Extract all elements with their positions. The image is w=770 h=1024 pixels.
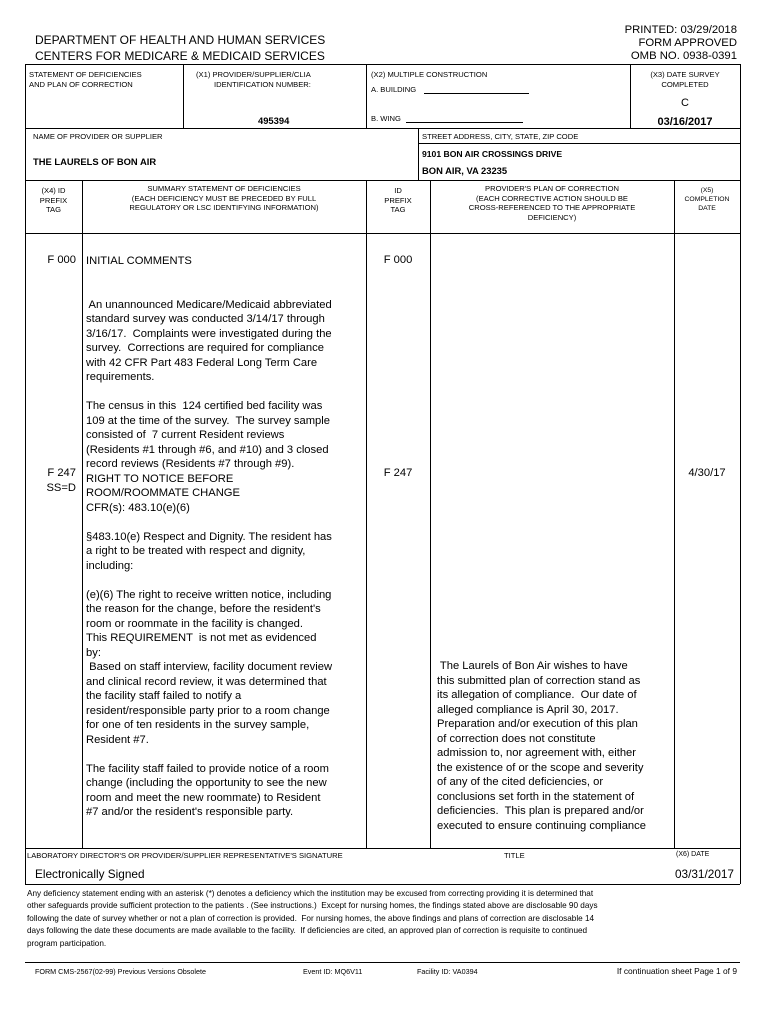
x1-label-1: (X1) PROVIDER/SUPPLIER/CLIA	[196, 70, 311, 79]
page-number: If continuation sheet Page 1 of 9	[616, 966, 737, 976]
rule-col-id	[430, 180, 431, 848]
deficiency-disclaimer: Any deficiency statement ending with an asterisk (*) denotes a deficiency which the institution may be excused from correcting providing it is determined that other safeguards provide sufficient protection to the patients . (See instructions.) Except for nursing homes, the findings stated above are disclosable 90 days following the date of survey whether or not a plan of correction is provided. For nursing homes, the above findings and plans of correction are disclosable 14 days following the date these documents are made available to the facility. If deficiencies are cited, an approved plan of correction is requisite to continued program participation.	[27, 889, 598, 948]
rule-x1-left	[183, 64, 184, 128]
title-label: TITLE	[504, 851, 525, 860]
x1-label-2: IDENTIFICATION NUMBER:	[214, 80, 311, 89]
rule-below-headers	[25, 233, 740, 234]
rule-col-tag	[82, 180, 83, 848]
tag-f247: F 247	[47, 467, 76, 479]
tag-scope-severity: SS=D	[46, 482, 76, 494]
address-label: STREET ADDRESS, CITY, STATE, ZIP CODE	[422, 132, 579, 141]
plan-of-correction-text: The Laurels of Bon Air wishes to have this submitted plan of correction stand as its allegation of compliance. Our date of alleged compliance is April 30, 2017. Preparation and/or execution of this plan of correction does not constitute admission to, nor agreement with, either the existence of or the scope and severity of any of the cited deficiencies, or conclusions set forth in the statement of deficiencies. This plan is prepared and/or executed to ensure continuing compliance	[437, 660, 646, 832]
signature-date: 03/31/2017	[674, 867, 734, 881]
id-header: ID PREFIX TAG	[384, 186, 412, 214]
rule-below-provider	[25, 180, 740, 181]
rule-below-body	[25, 848, 740, 849]
omb-number: OMB NO. 0938-0391	[630, 50, 737, 62]
rule-top	[25, 64, 740, 65]
x3-label-2: COMPLETED	[661, 80, 709, 89]
building-label: A. BUILDING	[371, 85, 417, 94]
building-field-line	[424, 93, 529, 94]
printed-date: PRINTED: 03/29/2018	[624, 24, 737, 36]
survey-date: 03/16/2017	[657, 116, 713, 128]
event-id: Event ID: MQ6V11	[303, 967, 363, 976]
rule-below-signature	[25, 884, 740, 885]
wing-label: B. WING	[371, 114, 401, 123]
form-approved: FORM APPROVED	[638, 37, 737, 49]
x6-date-label: (X6) DATE	[676, 851, 710, 858]
plan-header: PROVIDER'S PLAN OF CORRECTION (EACH CORRECTIVE ACTION SHOULD BE CROSS-REFERENCED TO THE APPROPRIATE DEFICIENCY)	[468, 184, 636, 222]
statement-label: STATEMENT OF DEFICIENCIES AND PLAN OF CORRECTION	[29, 70, 142, 89]
tag-f000: F 000	[47, 254, 76, 266]
rule-right	[740, 64, 741, 884]
department-name: DEPARTMENT OF HEALTH AND HUMAN SERVICES	[35, 33, 326, 47]
x2-label: (X2) MULTIPLE CONSTRUCTION	[371, 70, 488, 79]
rule-address-left	[418, 128, 419, 180]
electronic-signature: Electronically Signed	[35, 867, 145, 881]
rule-address	[418, 143, 740, 144]
rule-x2-left	[366, 64, 367, 128]
id-f000: F 000	[383, 254, 413, 266]
x5-header: (X5) COMPLETION DATE	[684, 187, 730, 212]
provider-name: THE LAURELS OF BON AIR	[33, 156, 157, 167]
wing-field-line	[406, 122, 523, 123]
address-street: 9101 BON AIR CROSSINGS DRIVE	[422, 149, 563, 159]
provider-label: NAME OF PROVIDER OR SUPPLIER	[33, 132, 163, 141]
survey-code: C	[681, 97, 689, 109]
provider-id-number: 495394	[258, 115, 290, 126]
completion-date: 4/30/17	[688, 467, 726, 479]
x3-label-1: (X3) DATE SURVEY	[650, 70, 720, 79]
id-f247: F 247	[383, 467, 413, 479]
address-city: BON AIR, VA 23235	[422, 165, 508, 176]
x4-header: (X4) ID PREFIX TAG	[39, 186, 68, 214]
rule-below-ids	[25, 128, 740, 129]
summary-header: SUMMARY STATEMENT OF DEFICIENCIES (EACH DEFICIENCY MUST BE PRECEDED BY FULL REGULATORY OR LSC IDENTIFYING INFORMATION)	[129, 184, 319, 212]
summary-statement-text: INITIAL COMMENTS An unannounced Medicare/Medicaid abbreviated standard survey was conducted 3/14/17 through 3/16/17. Complaints were investigated during the survey. Corrections are required for compliance with 42 CFR Part 483 Federal Long Term Care requirements. The census in this 124 certified bed facility was 109 at the time of the survey. The survey sample consisted of 7 current Resident reviews (Residents #1 through #6, and #10) and 3 closed record reviews (Residents #7 through #9). RIGHT TO NOTICE BEFORE ROOM/ROOMMATE CHANGE CFR(s): 483.10(e)(6) §483.10(e) Respect and Dignity. The resident has a right to be treated with respect and dignity, including: (e)(6) The right to receive written notice, including the reason for the change, before the resident's room or roommate in the facility is changed. This REQUIREMENT is not met as evidenced by: Based on staff interview, facility document review and clinical record review, it was determined that the facility staff failed to notify a resident/responsible party prior to a room change for one of ten residents in the survey sample, Resident #7. The facility staff failed to provide notice of a room change (including the opportunity to see the new room and meet the new roommate) to Resident #7 and/or the resident's responsible party.	[86, 255, 333, 818]
rule-col-summary	[366, 180, 367, 848]
signature-label: LABORATORY DIRECTOR'S OR PROVIDER/SUPPLIER REPRESENTATIVE'S SIGNATURE	[27, 851, 343, 860]
rule-col-plan	[674, 180, 675, 848]
rule-above-footer	[25, 962, 740, 963]
form-number: FORM CMS-2567(02-99) Previous Versions Obsolete	[35, 967, 206, 976]
centers-name: CENTERS FOR MEDICARE & MEDICAID SERVICES	[35, 49, 325, 63]
facility-id: Facility ID: VA0394	[417, 967, 478, 976]
